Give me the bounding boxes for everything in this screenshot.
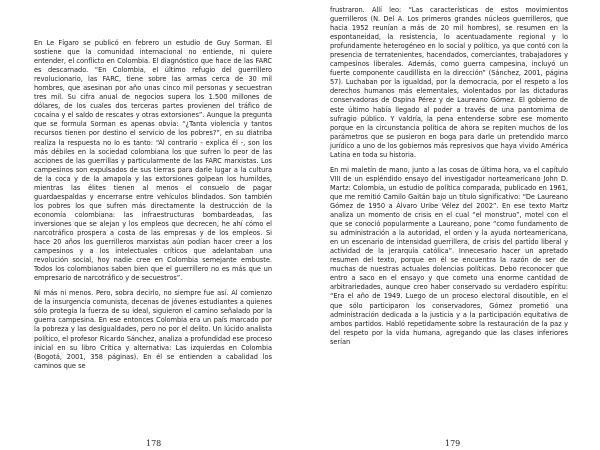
page-number-right: 179	[445, 439, 461, 448]
page-number-left: 178	[146, 439, 162, 448]
left-page-text	[34, 39, 272, 371]
right-page-text	[330, 6, 568, 347]
right-paragraph-1: frustraron. Allí leo: “Las características de estos movimientos guerrilleros (N. Del A. Los primeros grandes núcleos guerrilleros, que hacia 1952 reunían a más de 20 mil hombres), se resumen en la espontaneidad, la resistencia, lo acentuadamente regional y lo profundamente heterogéneo en lo social y político, ya que contó con la presencia de terratenientes, hacendados, comerciantes, trabajadores y campesinos liberales. Además, como guerra campesina, incluyó un fuerte componente caudillista en la dirección” (Sánchez, 2001, página 57). Luchaban por la igualdad, por la democracia, por el respeto a los derechos humanos más elementales, violentados por las dictaduras conservadoras de Ospina Pérez y de Laureano Gómez. El gobierno de este último había llegado al poder a través de una pantomima de sufragio público. Y valdría, la pena entenderse sobre ese momento porque en la circunstancia política de ahora se repiten muchos de los parámetros que se pusieron en boga para darle un pretendido marco jurídico a uno de los gobiernos más represivos que haya vivido América Latina en toda su historia.	[330, 6, 568, 159]
left-paragraph-1: En Le Fígaro se publicó en febrero un estudio de Guy Sorman. El sostiene que la comunidad internacional no entiende, ni quiere entender, el conflicto en Colombia. El diagnóstico que hace de las FARC es descarnado. “En Colombia, el último refugio del guerrillero revolucionario, las FARC, tiene sobre las armas cerca de 30 mil hombres, que asesinan por año unas cinco mil personas y secuestran tres mil. Su cifra anual de negocios supera los 1.500 millones de dólares, de los cuales dos terceras partes provienen del tráfico de cocaína y el saldo de rescates y otras extorsiones”. Aunque la pregunta que se formula Sorman es apenas obvia: “¿Tanta violencia y tantos recursos tienen por destino el servicio de los pobres?”, en su diatriba realiza la respuesta no lo es tanto: “Al contrario - explica él -, son los más débiles en la sociedad colombiana los que sufren lo peor de las acciones de las guerrillas y particularmente de las FARC marxistas. Los campesinos son expulsados de sus tierras para darle lugar a la cultura de la coca y de la amapola y las extorsiones golpean los humildes, mientras las élites tienen al menos el consuelo de pagar guardaespaldas y encerrarse entre vehículos blindados. Son también los pobres los que sufren más directamente la destrucción de la economía colombiana: las infraestructuras bombardeadas, las inversiones que se alejan y los empleos que decrecen, he ahí cómo el narcotráfico prospera a costa de las empresas y de los empleos. Si hace 20 años los guerrilleros marxistas aún podían hacer creer a los campesinos y a los intelectuales críticos que adelantaban una revolución social, hoy nadie cree en Colombia semejante embuste. Todos los colombianos saben bien que el guerrillero no es más que un empresario de narcotráfico y de secuestros”.	[34, 39, 272, 283]
right-page	[300, 0, 600, 450]
right-paragraph-2: En mi maletín de mano, junto a las cosas de última hora, va el capítulo VIII de un espléndido ensayo del investigador norteamericano John D. Martz: Colombia, un estudio de política comparada, publicado en 1961, que me remitió Camilo Gaitán bajo un título significativo: “De Laureano Gómez de 1950 a Álvaro Uribe Vélez del 2002”. En ese texto Martz analiza un momento de crisis en el cual “el monstruo”, motel con el que se conoció popularmente a Laureano, pone “como fundamento de su administración a la autoridad, el orden y la ayuda norteamericana, en un escenario de intensidad guerrillera, de crisis del partido liberal y actividad de la jerarquía católica”. Innecesario hacer un apretado resumen del texto, porque en él se encuentra la razón de ser de muchas de nuestras actuales dolencias políticas. Debo reconocer que entro a saco en el ensayo y que cometo una enorme cantidad de arbitrariedades, aunque creo haber conservado su verdadero espíritu: “Era el año de 1949. Luego de un proceso electoral disoutible, en el que sólo participaron los conservadores, Gómez prometió una administración dedicada a la justicia y a la participación equitativa de ambos partidos. Habló repetidamente sobre la restauración de la paz y del respeto por la vida humana, agregando que las clases inferiores serían	[330, 165, 568, 346]
left-paragraph-2: Ni más ni menos. Pero, sobra decirlo, no siempre fue así. Al comienzo de la insurgencia comunista, decenas de jóvenes estudiantes a quienes sólo protegía la fuerza de su ideal, siguieron el camino señalado por la guerra campesina. En ese entonces Colombia era un país marcado por la pobreza y las desigualdades, pero no por el delito. Un lúcido analista político, el profesor Ricardo Sánchez, analiza a profundidad ese proceso inicial en su libro Crítica y alternativa: Las izquierdas en Colombia (Bogotá, 2001, 358 páginas). En él se entienden a cabalidad los caminos que se	[34, 289, 272, 370]
